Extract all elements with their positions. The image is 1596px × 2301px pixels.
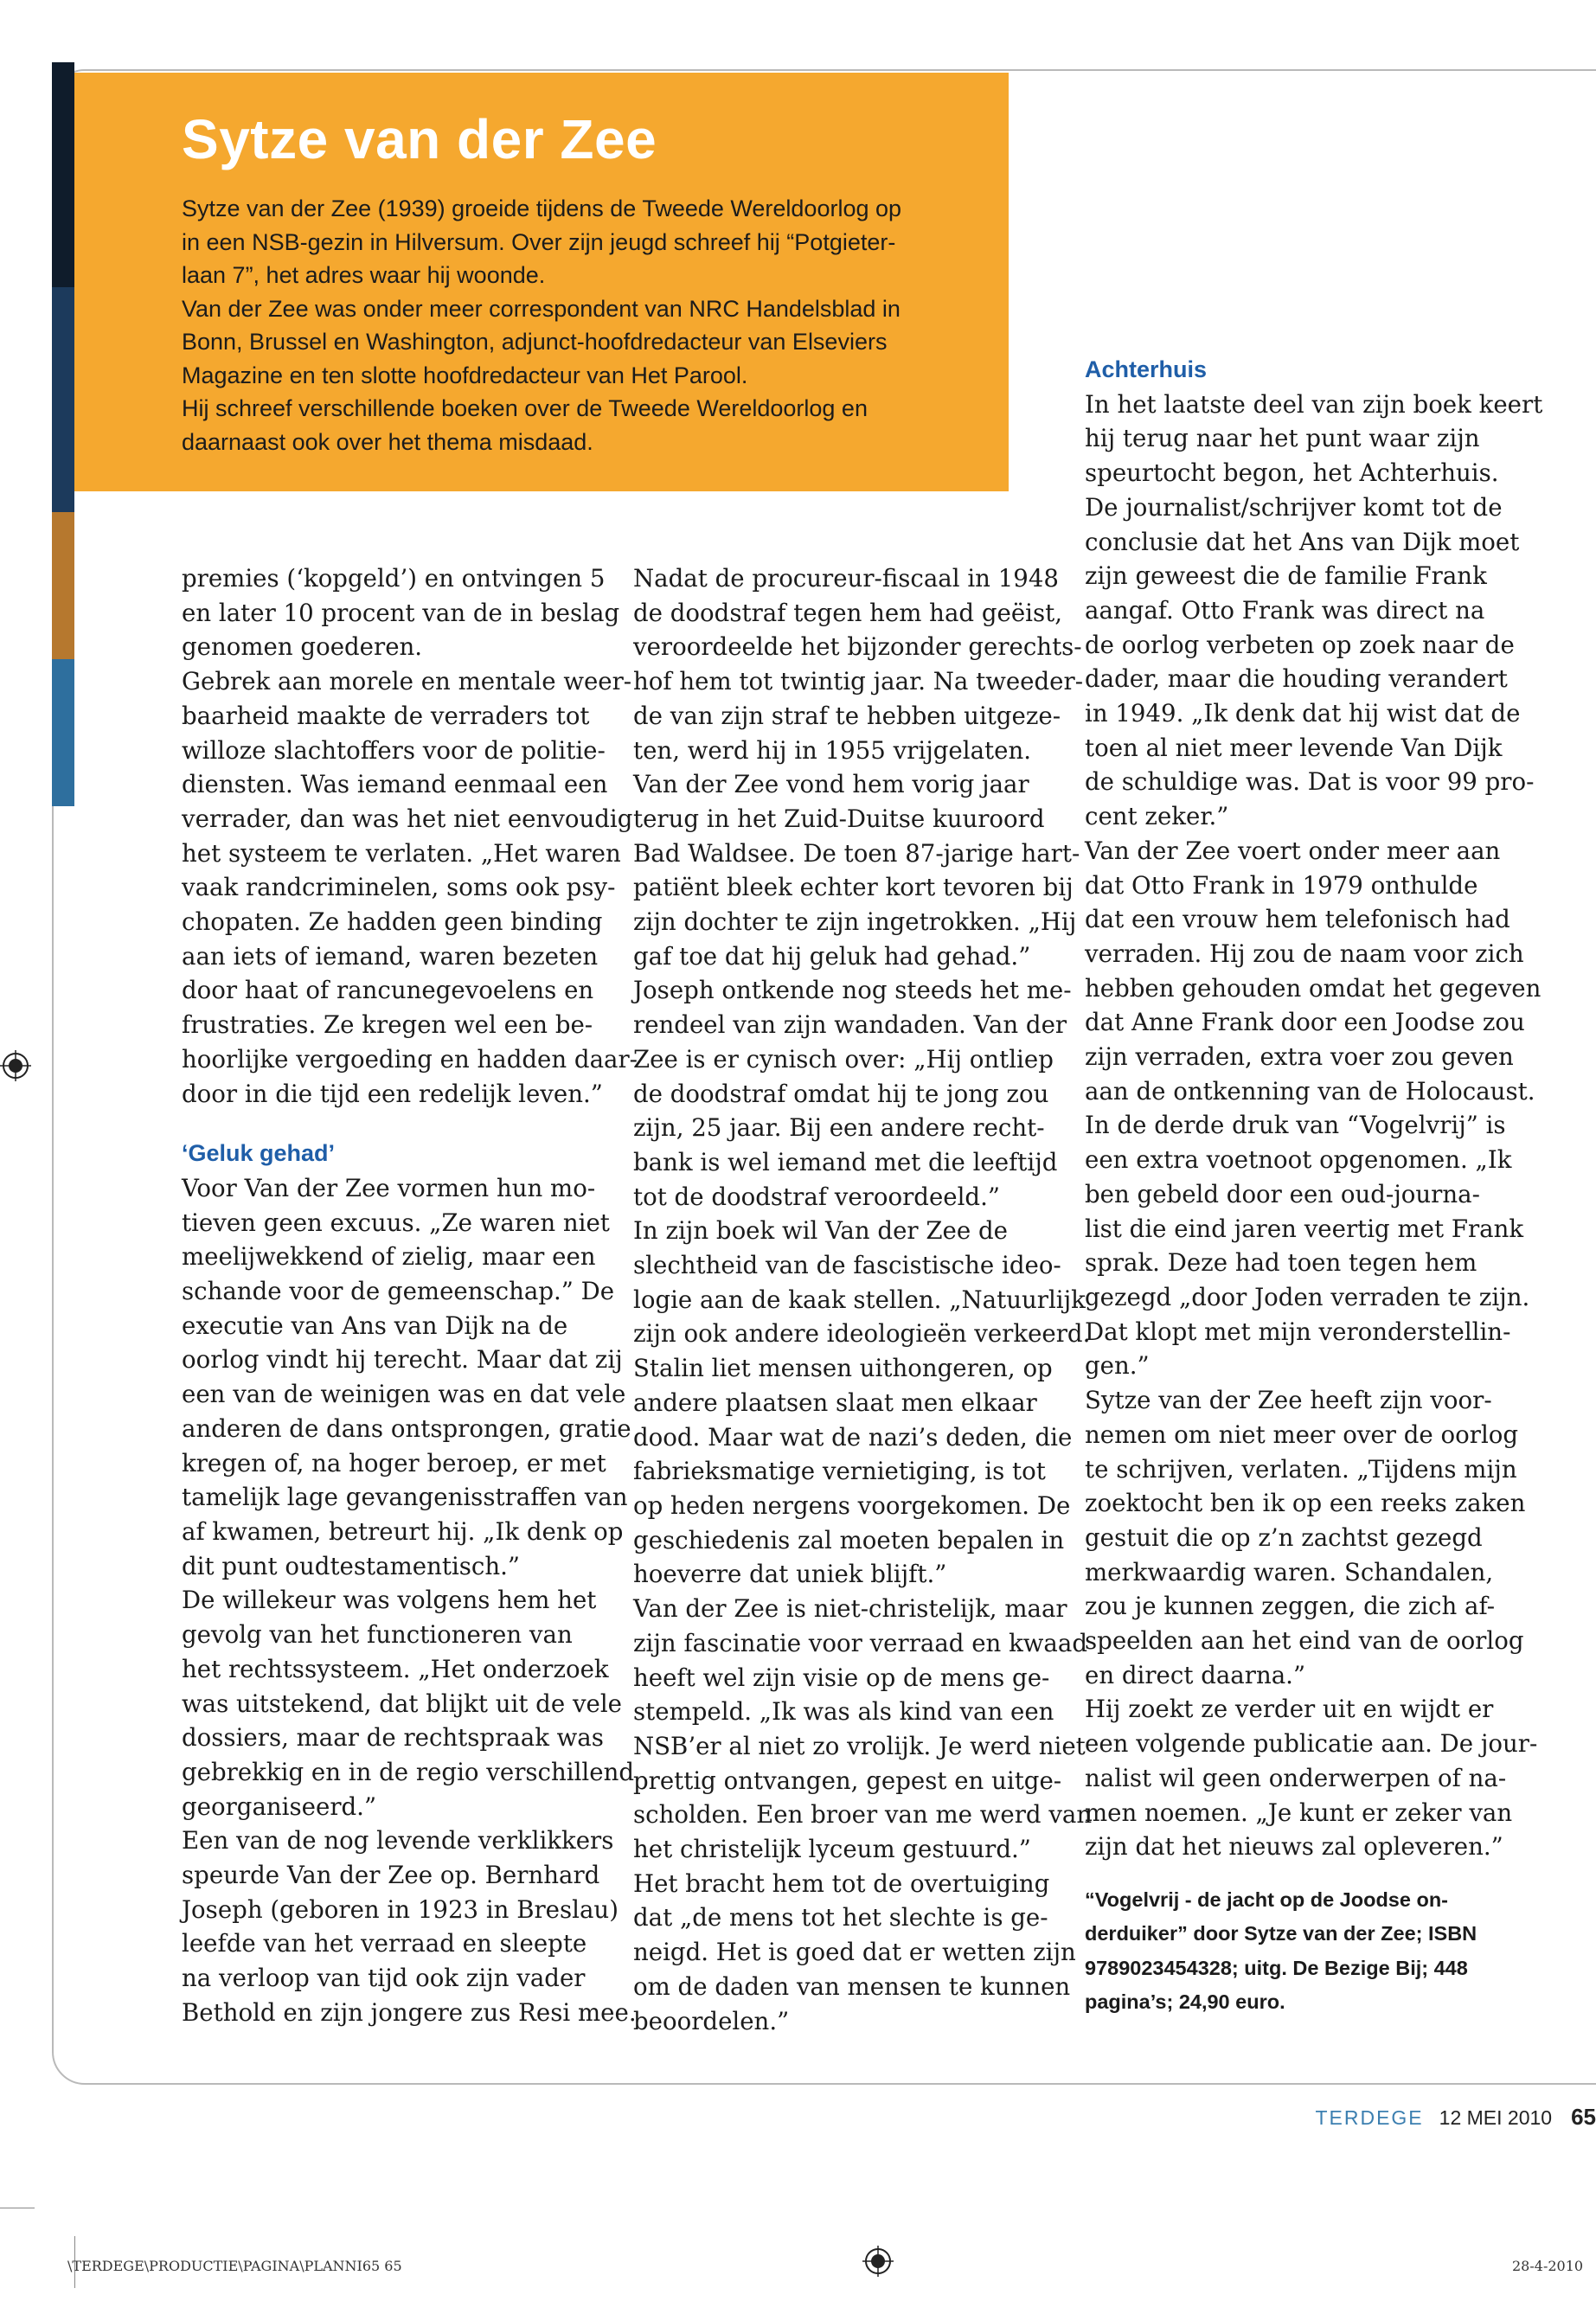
page-number: 65 xyxy=(1571,2104,1596,2130)
body-line: een van de weinigen was en dat vele xyxy=(182,1380,626,1409)
photo-strip xyxy=(52,62,74,806)
body-line: In de derde druk van “Vogelvrij” is xyxy=(1085,1111,1506,1140)
body-line: zijn dat het nieuws zal opleveren.” xyxy=(1085,1832,1503,1862)
body-line: dit punt oudtestamentisch.” xyxy=(182,1551,521,1580)
body-line: anderen de dans ontsprongen, gratie xyxy=(182,1413,631,1443)
body-line: een volgende publicatie aan. De jour- xyxy=(1085,1729,1538,1759)
body-line: en later 10 procent van de in beslag xyxy=(182,598,620,627)
article-column-2 xyxy=(633,561,1092,2038)
body-line: zijn ook andere ideologieën verkeerd. xyxy=(633,1319,1091,1349)
body-line: sprak. Deze had toen tegen hem xyxy=(1085,1248,1477,1278)
body-line: vaak randcriminelen, soms ook psy- xyxy=(182,873,616,902)
body-line: de oorlog verbeten op zoek naar de xyxy=(1085,630,1515,659)
body-line: Gebrek aan morele en mentale weer- xyxy=(182,667,632,696)
body-line: chopaten. Ze hadden geen binding xyxy=(182,907,603,937)
body-line: executie van Ans van Dijk na de xyxy=(182,1311,568,1340)
subheading-achterhuis: Achterhuis xyxy=(1085,356,1208,382)
body-line: speurtocht begon, het Achterhuis. xyxy=(1085,458,1499,488)
body-line: om de daden van mensen te kunnen xyxy=(633,1971,1071,2001)
body-line: Stalin liet mensen uithongeren, op xyxy=(633,1354,1053,1383)
body-line: dat Otto Frank in 1979 onthulde xyxy=(1085,870,1478,900)
body-line: af kwamen, betreurt hij. „Ik denk op xyxy=(182,1516,624,1546)
body-line: Van der Zee vond hem vorig jaar xyxy=(633,770,1029,799)
body-line: Bad Waldsee. De toen 87-jarige hart- xyxy=(633,838,1080,868)
body-line: In het laatste deel van zijn boek keert xyxy=(1085,389,1543,419)
body-line: gaf toe dat hij geluk had gehad.” xyxy=(633,941,1031,971)
subheading-geluk-gehad: ‘Geluk gehad’ xyxy=(182,1140,336,1167)
body-line: gevolg van het functioneren van xyxy=(182,1620,573,1650)
magazine-name: TERDEGE xyxy=(1315,2106,1424,2129)
book-credits-line: pagina’s; 24,90 euro. xyxy=(1085,1990,1285,2014)
body-line: Een van de nog levende verklikkers xyxy=(182,1826,614,1856)
body-line: zijn dochter te zijn ingetrokken. „Hij xyxy=(633,907,1077,937)
body-line: NSB’er al niet zo vrolijk. Je werd niet xyxy=(633,1731,1086,1760)
registration-mark-icon xyxy=(862,2246,894,2277)
body-line: het christelijk lyceum gestuurd.” xyxy=(633,1835,1031,1864)
body-line: verrader, dan was het niet eenvoudig xyxy=(182,804,633,833)
body-line: te schrijven, verlaten. „Tijdens mijn xyxy=(1085,1454,1517,1484)
body-line: fabrieksmatige vernietiging, is tot xyxy=(633,1457,1046,1486)
sidebar-line: laan 7”, het adres waar hij woonde. xyxy=(182,262,546,288)
body-line: zijn fascinatie voor verraad en kwaad xyxy=(633,1628,1087,1657)
body-line: aangaf. Otto Frank was direct na xyxy=(1085,595,1485,625)
body-line: stempeld. „Ik was als kind van een xyxy=(633,1697,1054,1727)
body-line: veroordeelde het bijzonder gerechts- xyxy=(633,632,1082,662)
body-line: Joseph ontkende nog steeds het me- xyxy=(633,976,1072,1005)
sidebar-line: Magazine en ten slotte hoofdredacteur van Het Parool. xyxy=(182,362,748,388)
body-line: schande voor de gemeenschap.” De xyxy=(182,1277,615,1306)
body-line: zijn verraden, extra voer zou geven xyxy=(1085,1042,1514,1072)
body-line: Joseph (geboren in 1923 in Breslau) xyxy=(182,1894,619,1924)
body-line: genomen goederen. xyxy=(182,632,423,662)
body-line: Zee is er cynisch over: „Hij ontliep xyxy=(633,1044,1054,1074)
body-line: heeft wel zijn visie op de mens ge- xyxy=(633,1663,1050,1692)
body-line: hof hem tot twintig jaar. Na tweeder- xyxy=(633,667,1084,696)
slug-date: 28-4-2010 xyxy=(1512,2258,1584,2274)
body-line: geschiedenis zal moeten bepalen in xyxy=(633,1525,1065,1554)
body-line: zoektocht ben ik op een reeks zaken xyxy=(1085,1489,1526,1518)
body-line: na verloop van tijd ook zijn vader xyxy=(182,1964,586,1993)
body-line: patiënt bleek echter kort tevoren bij xyxy=(633,873,1074,902)
body-line: list die eind jaren veertig met Frank xyxy=(1085,1214,1524,1243)
body-line: conclusie dat het Ans van Dijk moet xyxy=(1085,527,1520,556)
body-line: aan iets of iemand, waren bezeten xyxy=(182,941,599,971)
body-line: hij terug naar het punt waar zijn xyxy=(1085,424,1480,453)
slug-path: \TERDEGE\PRODUCTIE\PAGINA\PLANNI65 65 xyxy=(67,2258,402,2274)
body-line: andere plaatsen slaat men elkaar xyxy=(633,1388,1037,1417)
body-line: oorlog vindt hij terecht. Maar dat zij xyxy=(182,1345,623,1375)
body-line: dader, maar die houding verandert xyxy=(1085,664,1508,694)
body-line: hoeverre dat uniek blijft.” xyxy=(633,1560,947,1589)
body-line: het rechtssysteem. „Het onderzoek xyxy=(182,1654,609,1683)
body-line: de doodstraf tegen hem had geëist, xyxy=(633,598,1063,627)
body-line: nalist wil geen onderwerpen of na- xyxy=(1085,1763,1507,1792)
body-line: de van zijn straf te hebben uitgeze- xyxy=(633,701,1061,730)
body-line: leefde van het verraad en sleepte xyxy=(182,1929,587,1958)
body-line: bank is wel iemand met die leeftijd xyxy=(633,1147,1058,1176)
body-line: rendeel van zijn wandaden. Van der xyxy=(633,1010,1067,1040)
body-line: terug in het Zuid-Duitse kuuroord xyxy=(633,804,1045,833)
body-line: dood. Maar wat de nazi’s deden, die xyxy=(633,1422,1073,1452)
body-line: speurde Van der Zee op. Bernhard xyxy=(182,1861,600,1890)
body-line: toen al niet meer levende Van Dijk xyxy=(1085,733,1503,762)
body-line: Bethold en zijn jongere zus Resi mee. xyxy=(182,1997,637,2027)
registration-mark-icon xyxy=(0,1050,31,1081)
page-folio xyxy=(1315,2104,1596,2131)
body-line: aan de ontkenning van de Holocaust. xyxy=(1085,1076,1535,1106)
sidebar-line: Bonn, Brussel en Washington, adjunct-hoofdredacteur van Elseviers xyxy=(182,329,888,355)
body-line: gestuit die op z’n zachtst gezegd xyxy=(1085,1522,1483,1552)
body-line: In zijn boek wil Van der Zee de xyxy=(633,1216,1008,1246)
body-line: Dat klopt met mijn veronderstellin- xyxy=(1085,1317,1511,1346)
body-line: het systeem te verlaten. „Het waren xyxy=(182,838,621,868)
book-credits-line: derduiker” door Sytze van der Zee; ISBN xyxy=(1085,1922,1477,1945)
body-line: willoze slachtoffers voor de politie- xyxy=(182,735,606,765)
body-line: nemen om niet meer over de oorlog xyxy=(1085,1420,1519,1449)
body-line: een extra voetnoot opgenomen. „Ik xyxy=(1085,1145,1512,1175)
body-line: kregen of, na hoger beroep, er met xyxy=(182,1448,606,1477)
body-line: dat Anne Frank door een Joodse zou xyxy=(1085,1008,1525,1037)
sidebar-text xyxy=(182,192,960,458)
book-credits-line: 9789023454328; uitg. De Bezige Bij; 448 xyxy=(1085,1956,1468,1979)
body-line: dat „de mens tot het slechte is ge- xyxy=(633,1903,1048,1932)
body-line: meelijwekkend of zielig, maar een xyxy=(182,1242,596,1272)
body-line: was uitstekend, dat blijkt uit de vele xyxy=(182,1689,623,1718)
sidebar-line: Sytze van der Zee (1939) groeide tijdens de Tweede Wereldoorlog op xyxy=(182,195,902,221)
body-line: cent zeker.” xyxy=(1085,802,1229,831)
body-line: gen.” xyxy=(1085,1351,1150,1381)
body-line: diensten. Was iemand eenmaal een xyxy=(182,770,608,799)
body-line: zou je kunnen zeggen, die zich af- xyxy=(1085,1592,1496,1621)
body-line: verraden. Hij zou de naam voor zich xyxy=(1085,939,1524,968)
book-credits-line: “Vogelvrij - de jacht op de Joodse on- xyxy=(1085,1888,1449,1911)
body-line: Van der Zee is niet-christelijk, maar xyxy=(633,1594,1067,1624)
body-line: op heden nergens voorgekomen. De xyxy=(633,1490,1071,1520)
body-line: door in die tijd een redelijk leven.” xyxy=(182,1079,603,1108)
body-line: en direct daarna.” xyxy=(1085,1660,1306,1689)
body-line: beoordelen.” xyxy=(633,2006,790,2035)
body-line: zijn, 25 jaar. Bij een andere recht- xyxy=(633,1113,1045,1143)
body-line: Hij zoekt ze verder uit en wijdt er xyxy=(1085,1695,1494,1724)
article-column-1 xyxy=(182,561,638,2030)
body-line: merkwaardig waren. Schandalen, xyxy=(1085,1557,1494,1586)
body-line: slechtheid van de fascistische ideo- xyxy=(633,1251,1061,1280)
body-line: tieven geen excuus. „Ze waren niet xyxy=(182,1208,610,1237)
body-line: prettig ontvangen, gepest en uitge- xyxy=(633,1766,1062,1795)
body-line: premies (‘kopgeld’) en ontvingen 5 xyxy=(182,564,606,593)
body-line: Van der Zee voert onder meer aan xyxy=(1085,836,1501,865)
body-line: de schuldige was. Dat is voor 99 pro- xyxy=(1085,767,1535,797)
body-line: De journalist/schrijver komt tot de xyxy=(1085,492,1503,522)
body-line: Voor Van der Zee vormen hun mo- xyxy=(182,1173,596,1202)
body-line: dat een vrouw hem telefonisch had xyxy=(1085,905,1510,934)
body-line: gezegd „door Joden verraden te zijn. xyxy=(1085,1282,1530,1311)
sidebar-line: daarnaast ook over het thema misdaad. xyxy=(182,428,593,455)
body-line: zijn geweest die de familie Frank xyxy=(1085,561,1487,591)
body-line: speelden aan het eind van de oorlog xyxy=(1085,1626,1524,1656)
body-line: ben gebeld door een oud-journa- xyxy=(1085,1179,1480,1208)
sidebar-title: Sytze van der Zee xyxy=(182,108,657,170)
body-line: door haat of rancunegevoelens en xyxy=(182,976,594,1005)
body-line: tot de doodstraf veroordeeld.” xyxy=(633,1182,1000,1211)
body-line: gebrekkig en in de regio verschillend xyxy=(182,1757,635,1786)
body-line: de doodstraf omdat hij te jong zou xyxy=(633,1079,1049,1108)
sidebar-line: in een NSB-gezin in Hilversum. Over zijn jeugd schreef hij “Potgieter- xyxy=(182,228,896,255)
body-line: georganiseerd.” xyxy=(182,1791,377,1821)
body-line: baarheid maakte de verraders tot xyxy=(182,701,590,730)
body-line: hoorlijke vergoeding en hadden daar- xyxy=(182,1044,638,1074)
issue-date: 12 MEI 2010 xyxy=(1439,2106,1553,2129)
body-line: dossiers, maar de rechtspraak was xyxy=(182,1723,604,1753)
body-line: logie aan de kaak stellen. „Natuurlijk xyxy=(633,1285,1086,1314)
body-line: in 1949. „Ik denk dat hij wist dat de xyxy=(1085,699,1521,728)
body-line: scholden. Een broer van me werd van xyxy=(633,1800,1093,1830)
body-line: hebben gehouden omdat het gegeven xyxy=(1085,973,1542,1003)
body-line: neigd. Het is goed dat er wetten zijn xyxy=(633,1938,1076,1967)
body-line: De willekeur was volgens hem het xyxy=(182,1586,597,1615)
body-line: Het bracht hem tot de overtuiging xyxy=(633,1868,1050,1898)
sidebar-line: Hij schreef verschillende boeken over de Tweede Wereldoorlog en xyxy=(182,395,868,421)
body-line: frustraties. Ze kregen wel een be- xyxy=(182,1010,593,1040)
sidebar-line: Van der Zee was onder meer correspondent van NRC Handelsblad in xyxy=(182,295,901,322)
body-line: ten, werd hij in 1955 vrijgelaten. xyxy=(633,735,1031,765)
body-line: Nadat de procureur-fiscaal in 1948 xyxy=(633,564,1059,593)
article-column-3 xyxy=(1085,353,1542,2020)
body-line: tamelijk lage gevangenisstraffen van xyxy=(182,1483,628,1512)
body-line: men noemen. „Je kunt er zeker van xyxy=(1085,1798,1513,1827)
body-line: Sytze van der Zee heeft zijn voor- xyxy=(1085,1386,1492,1415)
